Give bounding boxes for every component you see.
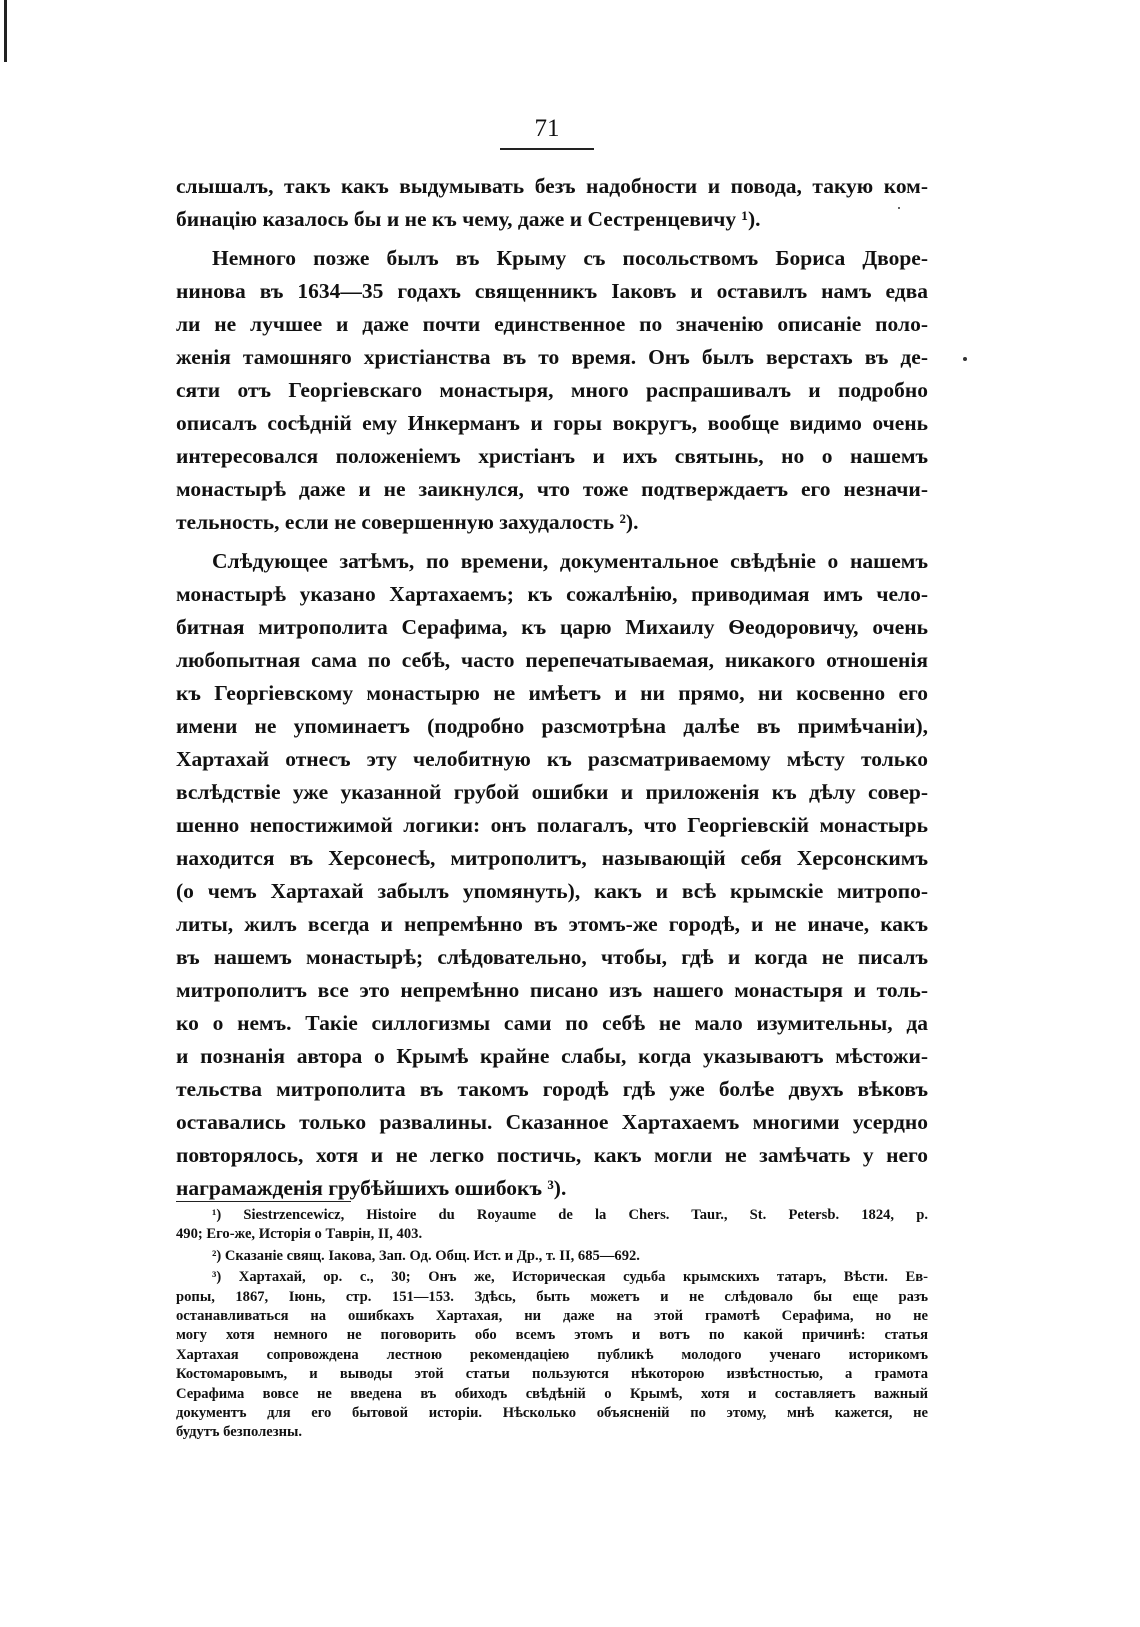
text-line: къ Георгіевскому монастырю не имѣетъ и ни прямо, ни косвенно его: [176, 681, 928, 705]
paragraph: [176, 545, 928, 1205]
text-line: шенно непостижимой логики: онъ полагалъ, что Георгіевскій монастырь: [176, 813, 928, 837]
footnote-line: документъ для его бытовой исторіи. Нѣсколько объясненій по этому, мнѣ кажется, не: [176, 1404, 928, 1421]
text-line: женія тамошняго христіанства въ то время. Онъ былъ верстахъ въ де-: [176, 345, 928, 369]
text-line: Слѣдующее затѣмъ, по времени, документальное свѣдѣніе о нашемъ: [212, 549, 928, 573]
page-number-rule: [500, 148, 594, 150]
text-line: ли не лучшее и даже почти единственное по значенію описаніе поло-: [176, 312, 928, 336]
footnote-line: останавливаться на ошибкахъ Хартахая, ни даже на этой грамотѣ Серафима, но не: [176, 1307, 928, 1324]
text-line: (о чемъ Хартахай забылъ упомянуть), какъ и всѣ крымскіе митропо-: [176, 879, 928, 903]
text-line: повторялось, хотя и не легко постичь, какъ могли не замѣчать у него: [176, 1143, 928, 1167]
text-line: слышалъ, такъ какъ выдумывать безъ надобности и повода, такую ком-: [176, 174, 928, 198]
footnote: [176, 1206, 928, 1245]
text-line: монастырѣ указано Хартахаемъ; къ сожалѣнію, приводимая имъ чело-: [176, 582, 928, 606]
footnote-line: Хартахая сопровождена лестною рекомендаціею публикѣ молодого ученаго историкомъ: [176, 1346, 928, 1363]
text-line: ко о немъ. Такіе силлогизмы сами по себѣ не мало изумительны, да: [176, 1011, 928, 1035]
text-line: бинацію казалось бы и не къ чему, даже и Сестренцевичу ¹).: [176, 207, 761, 231]
text-line: митрополитъ все это непремѣнно писано изъ нашего монастыря и толь-: [176, 978, 928, 1002]
text-line: вслѣдствіе уже указанной грубой ошибки и приложенія къ дѣлу совер-: [176, 780, 928, 804]
text-line: находится въ Херсонесѣ, митрополитъ, называющій себя Херсонскимъ: [176, 846, 928, 870]
scan-speck: [963, 357, 967, 361]
text-line: въ нашемъ монастырѣ; слѣдовательно, чтобы, гдѣ и когда не писалъ: [176, 945, 928, 969]
paragraph: [176, 242, 928, 539]
footnotes: [176, 1206, 928, 1445]
body-text: [176, 170, 928, 1211]
text-line: тельность, если не совершенную захудалость ²).: [176, 510, 639, 534]
text-line: нинова въ 1634—35 годахъ священникъ Іаковъ и оставилъ намъ едва: [176, 279, 928, 303]
footnote: [176, 1247, 928, 1266]
text-line: описалъ сосѣдній ему Инкерманъ и горы вокругъ, вообще видимо очень: [176, 411, 928, 435]
text-line: имени не упоминаетъ (подробно разсмотрѣна далѣе въ примѣчаніи),: [176, 714, 928, 738]
footnote: [176, 1268, 928, 1443]
text-line: тельства митрополита въ такомъ городѣ гдѣ уже болѣе двухъ вѣковъ: [176, 1077, 928, 1101]
footnote-line: Серафима вовсе не введена въ обиходъ свѣдѣній о Крымѣ, хотя и составляетъ важный: [176, 1385, 928, 1402]
text-line: любопытная сама по себѣ, часто перепечатываемая, никакого отношенія: [176, 648, 928, 672]
text-line: Немного позже былъ въ Крыму съ посольствомъ Бориса Дворе-: [212, 246, 928, 270]
text-line: монастырѣ даже и не заикнулся, что тоже подтверждаетъ его незначи-: [176, 477, 928, 501]
footnote-line: ропы, 1867, Іюнь, стр. 151—153. Здѣсь, быть можетъ и не слѣдовало бы еще разъ: [176, 1288, 928, 1305]
text-line: интересовался положеніемъ христіанъ и ихъ святынь, но о нашемъ: [176, 444, 928, 468]
footnote-line: будутъ безполезны.: [176, 1424, 303, 1441]
text-line: битная митрополита Серафима, къ царю Михаилу Ѳеодоровичу, очень: [176, 615, 928, 639]
text-line: награмажденія грубѣйшихъ ошибокъ ³).: [176, 1176, 567, 1200]
footnote-line: ³) Хартахай, ор. с., 30; Онъ же, Историческая судьба крымскихъ татаръ, Вѣсти. Ев-: [212, 1269, 928, 1286]
footnote-line: Костомаровымъ, и выводы этой статьи пользуются нѣкоторою извѣстностью, а грамота: [176, 1366, 928, 1383]
footnote-line: 490; Его-же, Исторія о Таврін, II, 403.: [176, 1226, 423, 1243]
text-line: и познанія автора о Крымѣ крайне слабы, когда указываютъ мѣстожи-: [176, 1044, 928, 1068]
page-number: 71: [534, 115, 560, 142]
footnote-line: ¹) Siestrzencewicz, Histoire du Royaume de la Chers. Taur., St. Petersb. 1824, p.: [212, 1207, 928, 1223]
footnote-line: ²) Сказаніе свящ. Іакова, Зап. Од. Общ. Ист. и Др., т. II, 685—692.: [212, 1247, 640, 1264]
paragraph: [176, 170, 928, 236]
text-line: сяти отъ Георгіевскаго монастыря, много распрашивалъ и подробно: [176, 378, 928, 402]
scan-edge-mark: [4, 0, 7, 62]
text-line: оставались только развалины. Сказанное Хартахаемъ многими усердно: [176, 1110, 928, 1134]
footnote-rule: [176, 1201, 351, 1202]
footnote-line: могу хотя немного не поговорить обо всемъ этомъ и вотъ по какой причинѣ: статья: [176, 1327, 928, 1344]
text-line: литы, жилъ всегда и непремѣнно въ этомъ-же городѣ, и не иначе, какъ: [176, 912, 928, 936]
text-line: Хартахай отнесъ эту челобитную къ разсматриваемому мѣсту только: [176, 747, 928, 771]
